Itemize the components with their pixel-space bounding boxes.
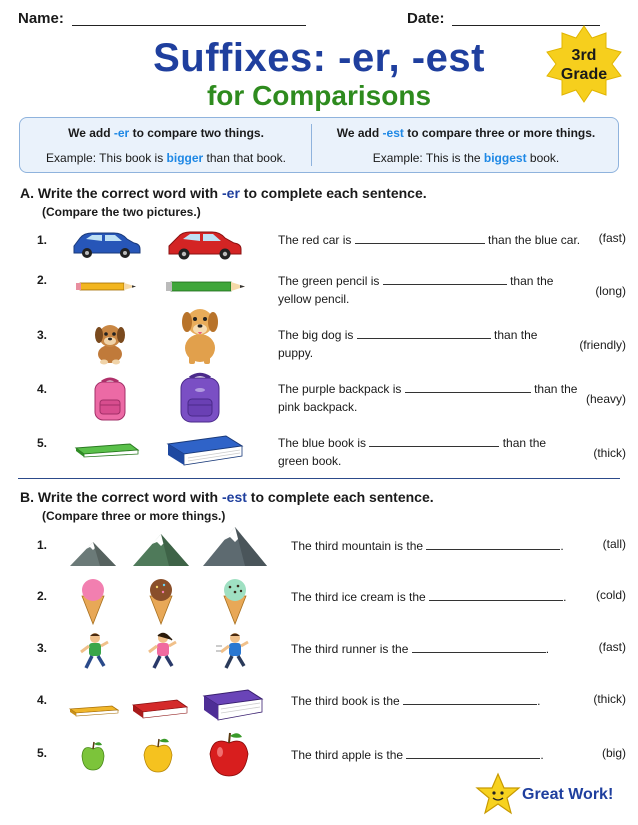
- purple-backpack-icon: [176, 372, 224, 424]
- medium-mountain-icon: [133, 532, 189, 568]
- green-book-icon: [74, 442, 140, 458]
- big-dog-icon: [174, 304, 224, 366]
- b2-hint: (cold): [595, 588, 626, 602]
- red-car-icon: [166, 227, 244, 261]
- b3-number: 3.: [37, 641, 48, 655]
- ex-est-post: book.: [526, 151, 560, 165]
- b2-sentence: [291, 588, 566, 606]
- a3-pre: The big dog is: [278, 328, 357, 342]
- strawberry-ice-cream-icon: [78, 578, 108, 626]
- a3-sentence: [278, 326, 537, 344]
- a4-continuation: pink backpack.: [278, 400, 358, 414]
- a3-post: than the: [490, 328, 538, 342]
- runner-green-icon: [78, 632, 110, 672]
- rule-er-example: [22, 151, 310, 165]
- b4-post: .: [537, 694, 541, 708]
- name-field[interactable]: [72, 25, 306, 26]
- tall-mountain-icon: [203, 526, 267, 568]
- name-label: Name:: [18, 10, 64, 27]
- a2-sentence: [278, 272, 553, 290]
- a4-sentence: [278, 380, 577, 398]
- date-label: Date:: [407, 10, 445, 27]
- b4-pre: The third book is the: [291, 694, 404, 708]
- b2-answer-blank[interactable]: [429, 589, 563, 601]
- sec-a-pre: A. Write the correct word with: [20, 185, 222, 201]
- a2-continuation: yellow pencil.: [278, 292, 350, 306]
- chocolate-ice-cream-icon: [146, 578, 176, 626]
- a5-hint: (thick): [593, 446, 626, 460]
- b1-answer-blank[interactable]: [426, 538, 560, 550]
- ex-est-word: biggest: [483, 151, 527, 165]
- a2-pre: The green pencil is: [278, 274, 383, 288]
- sec-b-post: to complete each sentence.: [246, 489, 434, 505]
- b3-answer-blank[interactable]: [412, 641, 546, 653]
- b1-hint: (tall): [602, 537, 626, 551]
- a1-post: than the blue car.: [484, 233, 581, 247]
- b1-sentence: [291, 537, 564, 555]
- b4-hint: (thick): [593, 692, 626, 706]
- ex-er-word: bigger: [166, 151, 204, 165]
- rule-er: [22, 126, 310, 140]
- a5-pre: The blue book is: [278, 436, 370, 450]
- rule-est-suffix: -est: [382, 126, 404, 140]
- badge-line2: Grade: [560, 66, 608, 83]
- great-work-label: Great Work!: [522, 786, 614, 803]
- section-a-title: [20, 185, 427, 201]
- b5-number: 5.: [37, 746, 48, 760]
- runner-blue-icon: [216, 632, 252, 672]
- a1-number: 1.: [37, 233, 48, 247]
- a1-answer-blank[interactable]: [355, 232, 485, 244]
- a2-answer-blank[interactable]: [383, 273, 507, 285]
- ex-er-post: than that book.: [203, 151, 286, 165]
- a1-sentence: [278, 231, 580, 249]
- rule-er-suffix: -er: [113, 126, 130, 140]
- ex-est-pre: Example: This is the: [372, 151, 484, 165]
- a5-continuation: green book.: [278, 454, 342, 468]
- b1-pre: The third mountain is the: [291, 539, 427, 553]
- mint-ice-cream-icon: [220, 578, 250, 626]
- sec-b-suffix: -est: [222, 489, 247, 505]
- b3-sentence: [291, 640, 549, 658]
- section-b-title: [20, 489, 434, 505]
- a4-post: than the: [530, 382, 578, 396]
- thick-purple-book-icon: [202, 688, 264, 724]
- a1-hint: (fast): [598, 231, 626, 245]
- green-apple-icon: [80, 740, 106, 772]
- a3-hint: (friendly): [579, 338, 626, 352]
- runner-pink-icon: [146, 632, 178, 672]
- a5-post: than the: [499, 436, 547, 450]
- b5-pre: The third apple is the: [291, 748, 407, 762]
- sec-b-pre: B. Write the correct word with: [20, 489, 222, 505]
- rule-er-pre: We add: [68, 126, 114, 140]
- sec-a-post: to complete each sentence.: [239, 185, 427, 201]
- b5-post: .: [540, 748, 544, 762]
- a3-number: 3.: [37, 328, 48, 342]
- a5-answer-blank[interactable]: [369, 435, 499, 447]
- a2-post: than the: [506, 274, 554, 288]
- b2-post: .: [563, 590, 567, 604]
- b3-hint: (fast): [598, 640, 626, 654]
- b4-sentence: [291, 692, 540, 710]
- sec-a-suffix: -er: [222, 185, 240, 201]
- b2-number: 2.: [37, 589, 48, 603]
- a4-pre: The purple backpack is: [278, 382, 405, 396]
- yellow-apple-icon: [142, 736, 174, 774]
- a5-number: 5.: [37, 436, 48, 450]
- rule-est: [314, 126, 618, 140]
- rule-box-divider: [311, 124, 312, 166]
- a5-sentence: [278, 434, 546, 452]
- b1-number: 1.: [37, 538, 48, 552]
- b5-answer-blank[interactable]: [406, 747, 540, 759]
- thin-yellow-book-icon: [68, 704, 120, 718]
- b5-hint: (big): [601, 746, 626, 760]
- red-book-icon: [131, 698, 189, 720]
- green-pencil-icon: [166, 280, 248, 294]
- ex-er-pre: Example: This book is: [46, 151, 167, 165]
- b4-answer-blank[interactable]: [403, 693, 537, 705]
- a4-number: 4.: [37, 382, 48, 396]
- a2-hint: (long): [595, 284, 626, 298]
- a3-continuation: puppy.: [278, 346, 314, 360]
- blue-book-icon: [166, 434, 244, 468]
- b4-number: 4.: [37, 693, 48, 707]
- blue-car-icon: [70, 228, 144, 260]
- rule-er-post: to compare two things.: [129, 126, 264, 140]
- red-apple-icon: [208, 730, 250, 778]
- section-a-subtitle: (Compare the two pictures.): [42, 205, 201, 219]
- yellow-pencil-icon: [76, 281, 140, 293]
- star-icon: [476, 772, 520, 816]
- page-subtitle: for Comparisons: [206, 80, 432, 111]
- b1-post: .: [560, 539, 564, 553]
- b3-post: .: [545, 642, 550, 656]
- a3-answer-blank[interactable]: [357, 327, 491, 339]
- rule-est-pre: We add: [336, 126, 383, 140]
- grade-badge: [546, 46, 622, 84]
- a4-hint: (heavy): [585, 392, 626, 406]
- rule-est-example: [314, 151, 618, 165]
- a1-pre: The red car is: [278, 233, 355, 247]
- badge-line1: 3rd: [571, 47, 597, 64]
- rule-est-post: to compare three or more things.: [403, 126, 596, 140]
- a4-answer-blank[interactable]: [405, 381, 531, 393]
- b2-pre: The third ice cream is the: [291, 590, 430, 604]
- section-b-subtitle: (Compare three or more things.): [42, 509, 226, 523]
- section-divider: [18, 478, 620, 479]
- a2-number: 2.: [37, 273, 48, 287]
- b3-pre: The third runner is the: [291, 642, 412, 656]
- small-mountain-icon: [70, 538, 116, 568]
- puppy-icon: [90, 320, 130, 364]
- b5-sentence: [291, 746, 544, 764]
- page-title: Suffixes: -er, -est: [153, 36, 485, 80]
- pink-backpack-icon: [90, 376, 130, 422]
